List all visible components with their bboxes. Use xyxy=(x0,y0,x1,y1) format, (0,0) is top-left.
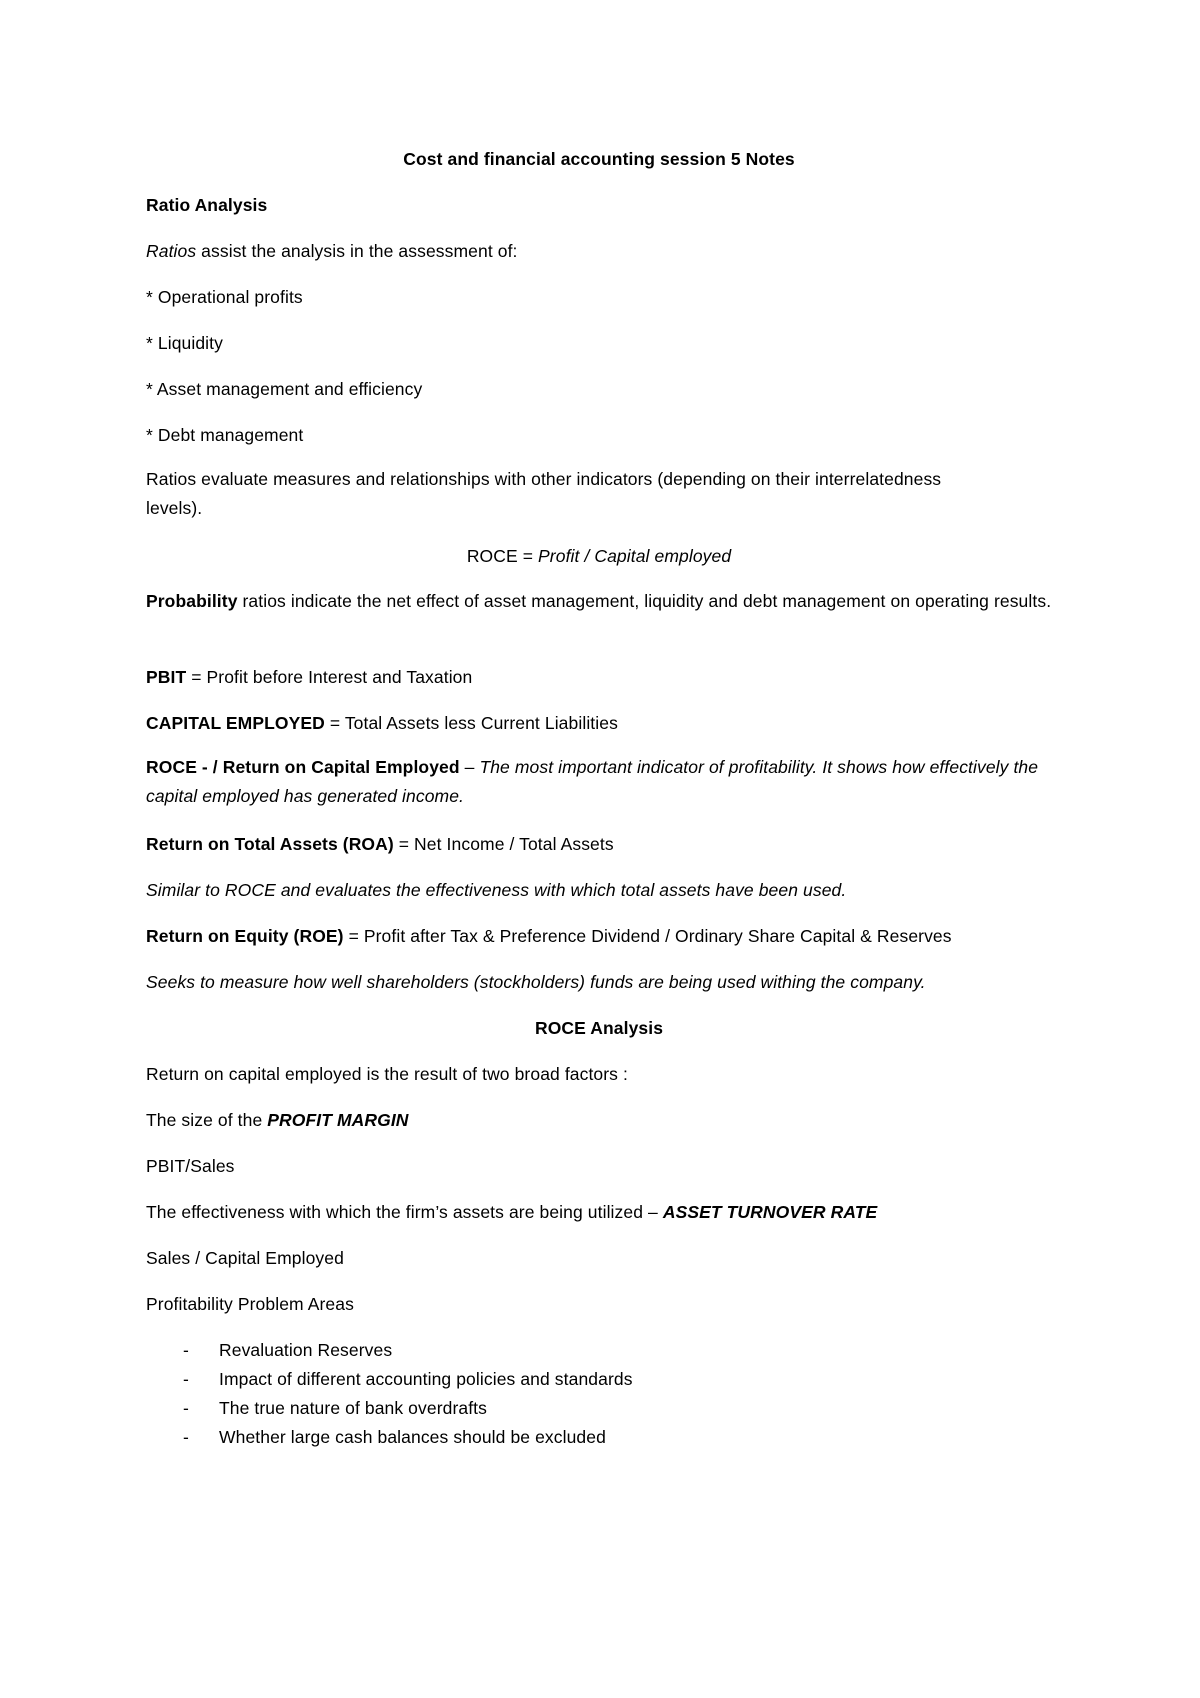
pbit-sales-line: PBIT/Sales xyxy=(146,1156,235,1176)
roce-factors-line: Return on capital employed is the result of two broad factors : xyxy=(146,1064,628,1084)
dash-marker: - xyxy=(183,1369,189,1389)
roa-definition: Return on Total Assets (ROA) = Net Income / Total Assets xyxy=(146,834,614,854)
list-item-text: Whether large cash balances should be excluded xyxy=(219,1427,606,1447)
profit-margin-line: The size of the PROFIT MARGIN xyxy=(146,1110,409,1130)
roe-definition: Return on Equity (ROE) = Profit after Tax & Preference Dividend / Ordinary Share Capital & Reserves xyxy=(146,926,952,946)
list-item-text: Revaluation Reserves xyxy=(219,1340,393,1360)
roce-definition: ROCE - / Return on Capital Employed – The most important indicator of profitability. It shows how effectively the capital employed has generated income. xyxy=(146,757,1039,806)
roa-note: Similar to ROCE and evaluates the effectiveness with which total assets have been used. xyxy=(146,880,847,900)
dash-marker: - xyxy=(183,1427,189,1447)
capital-employed-definition: CAPITAL EMPLOYED = Total Assets less Current Liabilities xyxy=(146,713,618,733)
problem-areas-heading: Profitability Problem Areas xyxy=(146,1294,354,1314)
bullet-operational-profits: * Operational profits xyxy=(146,287,303,307)
bullet-debt-management: * Debt management xyxy=(146,425,304,445)
document-title: Cost and financial accounting session 5 Notes xyxy=(403,149,795,169)
ratios-evaluate-paragraph: Ratios evaluate measures and relationships with other indicators (depending on their interrelatedness levels). xyxy=(146,469,942,518)
intro-line: Ratios assist the analysis in the assessment of: xyxy=(146,241,518,261)
dash-marker: - xyxy=(183,1340,189,1360)
asset-turnover-line: The effectiveness with which the firm’s assets are being utilized – ASSET TURNOVER RATE xyxy=(146,1202,878,1222)
list-item-text: The true nature of bank overdrafts xyxy=(219,1398,487,1418)
list-item-text: Impact of different accounting policies and standards xyxy=(219,1369,633,1389)
sales-capital-employed-line: Sales / Capital Employed xyxy=(146,1248,344,1268)
probability-paragraph: Probability ratios indicate the net effect of asset management, liquidity and debt management on operating results. xyxy=(146,591,1052,611)
roe-note: Seeks to measure how well shareholders (stockholders) funds are being used withing the company. xyxy=(146,972,926,992)
pbit-definition: PBIT = Profit before Interest and Taxation xyxy=(146,667,473,687)
dash-marker: - xyxy=(183,1398,189,1418)
bullet-asset-management: * Asset management and efficiency xyxy=(146,379,423,399)
heading-ratio-analysis: Ratio Analysis xyxy=(146,195,268,215)
roce-formula: ROCE = Profit / Capital employed xyxy=(466,546,732,566)
heading-roce-analysis: ROCE Analysis xyxy=(534,1018,664,1038)
bullet-liquidity: * Liquidity xyxy=(146,333,223,353)
